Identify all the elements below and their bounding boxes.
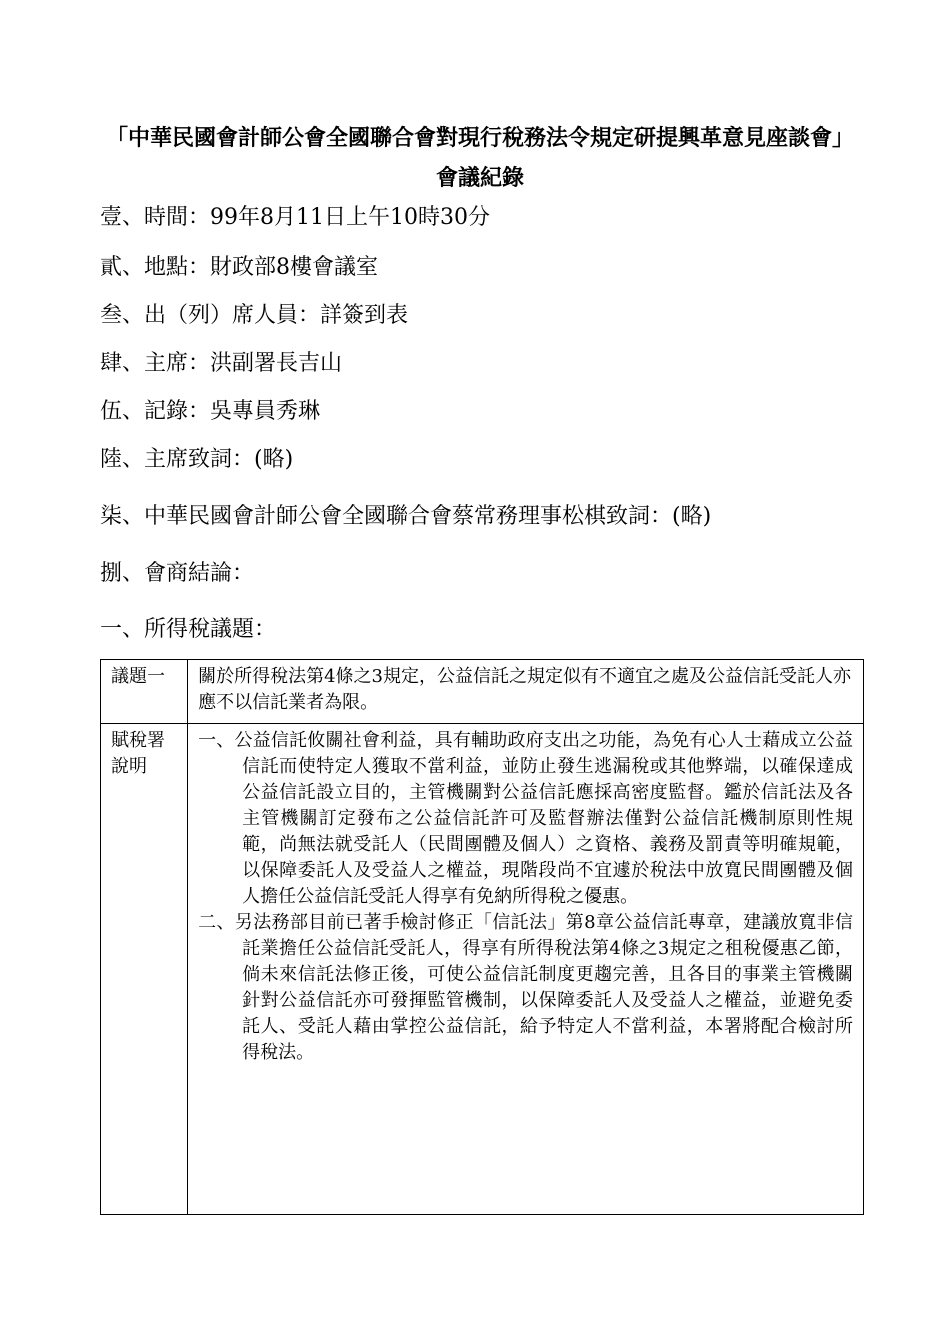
topic-table [100,659,864,1215]
table-row [101,724,864,1215]
explanation-content-cell [188,724,864,1215]
section-income-tax-topics: 一、所得稅議題： [100,617,277,642]
explanation-item-2: 二、另法務部目前已著手檢討修正「信託法」第8章公益信託專章，建議放寬非信託業擔任公益信託受託人，得享有所得稅法第4條之3規定之租稅優惠乙節，倘未來信託法修正後，可使公益信託制度更趨完善，且各目的事業主管機關針對公益信託亦可發揮監管機制，以保障委託人及受益人之權益，並避免委託人、受託人藉由掌控公益信託，給予特定人不當利益，本署將配合檢討所得稅法。 [198,912,853,1063]
section-cpa-speech: 柒、中華民國會計師公會全國聯合會蔡常務理事松棋致詞：(略) [100,504,712,529]
section-chair: 肆、主席：洪副署長吉山 [100,351,343,376]
table-row [101,660,864,724]
section-attendees: 叁、出（列）席人員：詳簽到表 [100,303,409,328]
section-conclusions: 捌、會商結論： [100,561,255,586]
topic-content-cell: 關於所得稅法第4條之3規定，公益信託之規定似有不適宜之處及公益信託受託人亦應不以信託業者為限。 [188,660,864,724]
explanation-label-cell: 賦稅署說明 [101,724,188,1215]
meeting-title: 「中華民國會計師公會全國聯合會對現行稅務法令規定研提興革意見座談會」會議紀錄 [105,125,854,191]
section-location: 貳、地點：財政部8樓會議室 [100,255,378,280]
section-chair-speech: 陸、主席致詞：(略) [100,447,294,472]
section-time: 壹、時間：99年8月11日上午10時30分 [100,205,490,230]
section-recorder: 伍、記錄：吳專員秀琳 [100,399,321,424]
explanation-item-1: 一、公益信託攸關社會利益，具有輔助政府支出之功能，為免有心人士藉成立公益信託而使特定人獲取不當利益，並防止發生逃漏稅或其他弊端，以確保達成公益信託設立目的，主管機關對公益信託應採高密度監督。鑑於信託法及各主管機關訂定發布之公益信託許可及監督辦法僅對公益信託機制原則性規範，尚無法就受託人（民間團體及個人）之資格、義務及罰責等明確規範，以保障委託人及受益人之權益，現階段尚不宜遽於稅法中放寬民間團體及個人擔任公益信託受託人得享有免納所得稅之優惠。 [198,730,853,907]
topic-label-cell: 議題一 [101,660,188,724]
